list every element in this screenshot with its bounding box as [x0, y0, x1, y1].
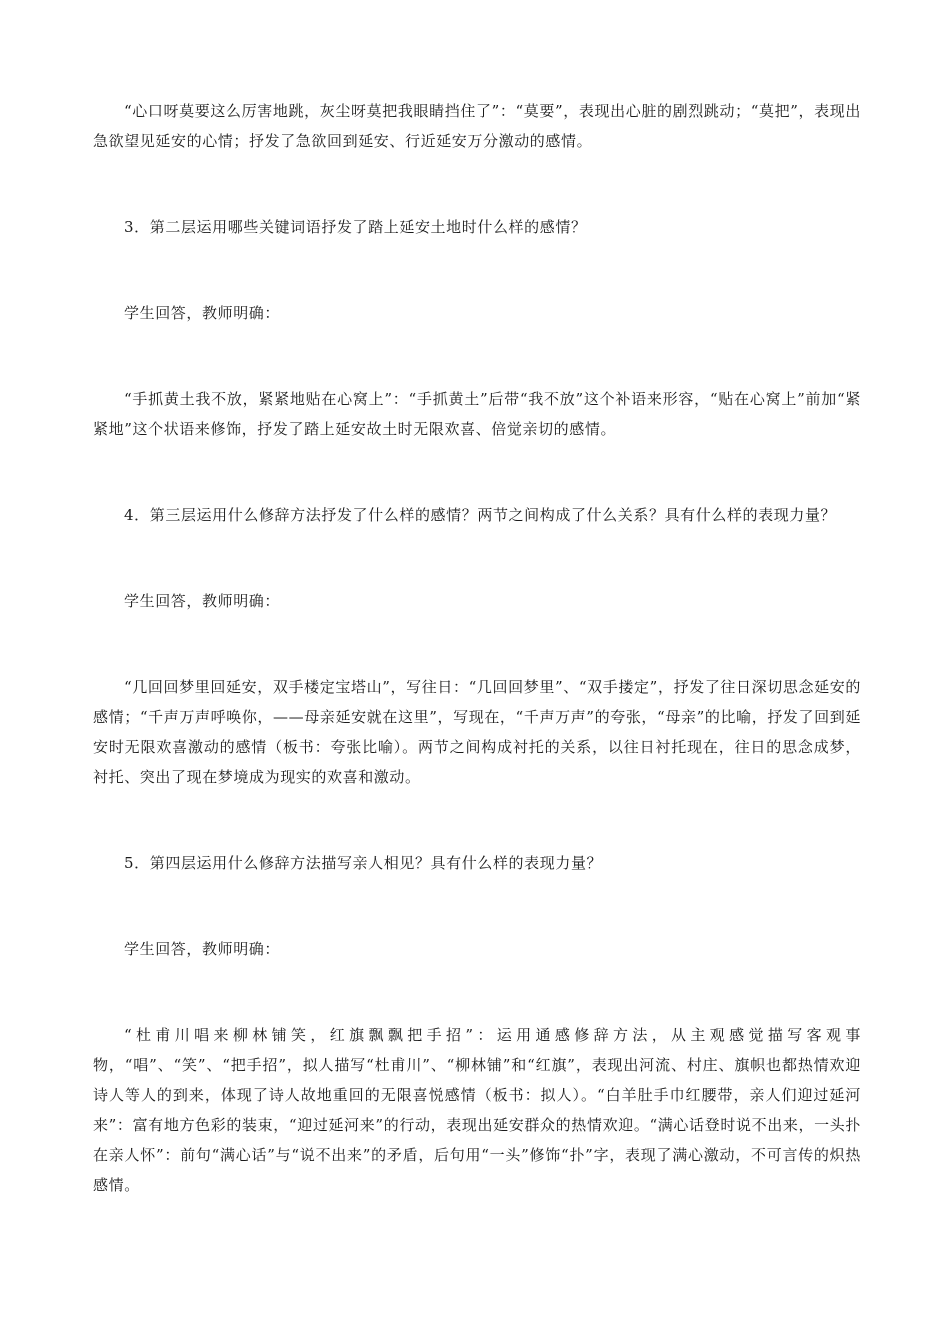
- paragraph-answer-layer-2: “手抓黄土我不放，紧紧地贴在心窝上”：“手抓黄土”后带“我不放”这个补语来形容，“贴在心窝上”前加“紧紧地”这个状语来修饰，抒发了踏上延安故土时无限欢喜、倍觉亲切的感情。: [93, 390, 861, 438]
- question-5: 5．第四层运用什么修辞方法描写亲人相见？具有什么样的表现力量？: [124, 854, 603, 872]
- paragraph-answer-layer-1: “心口呀莫要这么厉害地跳，灰尘呀莫把我眼睛挡住了”：“莫要”，表现出心脏的剧烈跳动；“莫把”，表现出急欲望见延安的心情；抒发了急欲回到延安、行近延安万分激动的感情。: [93, 102, 861, 150]
- paragraph-answer-layer-3: “几回回梦里回延安，双手楼定宝塔山”，写往日：“几回回梦里”、“双手搂定”，抒发了往日深切思念延安的感情；“千声万声呼唤你，——母亲延安就在这里”，写现在，“千声万声”的夸张，“母亲”的比喻，抒发了回到延安时无限欢喜激动的感情（板书：夸张比喻）。两节之间构成衬托的关系，以往日衬托现在，往日的思念成梦，衬托、突出了现在梦境成为现实的欢喜和激动。: [93, 678, 861, 786]
- teacher-clarify-label: 学生回答，教师明确：: [124, 592, 281, 610]
- paragraph-answer-layer-4: “杜甫川唱来柳林铺笑，红旗飘飘把手招”：运用通感修辞方法，从主观感觉描写客观事物，“唱”、“笑”、“把手招”，拟人描写“杜甫川”、“柳林铺”和“红旗”，表现出河流、村庄、旗帜也都热情欢迎诗人等人的到来，体现了诗人故地重回的无限喜悦感情（板书：拟人）。“白羊肚手巾红腰带，亲人们迎过延河来”：富有地方色彩的装束，“迎过延河来”的行动，表现出延安群众的热情欢迎。“满心话登时说不出来，一头扑在亲人怀”：前句“满心话”与“说不出来”的矛盾，后句用“一头”修饰“扑”字，表现了满心激动，不可言传的炽热感情。: [93, 1026, 861, 1194]
- document-body: [93, 96, 861, 1200]
- teacher-clarify-label: 学生回答，教师明确：: [124, 304, 281, 322]
- teacher-clarify-label: 学生回答，教师明确：: [124, 940, 281, 958]
- question-4: 4．第三层运用什么修辞方法抒发了什么样的感情？两节之间构成了什么关系？具有什么样的表现力量？: [124, 506, 837, 524]
- question-3: 3．第二层运用哪些关键词语抒发了踏上延安土地时什么样的感情？: [124, 218, 587, 236]
